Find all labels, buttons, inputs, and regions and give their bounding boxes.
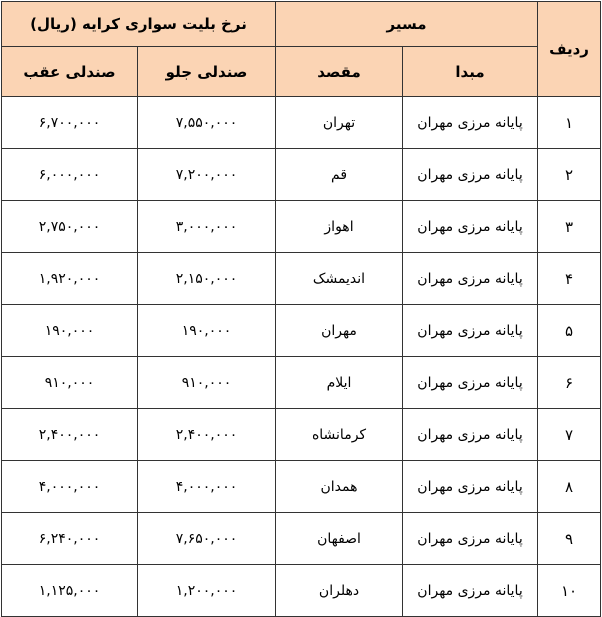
back-seat-fare-cell: ۶,۰۰۰,۰۰۰ [2,149,138,201]
front-seat-fare-cell: ۴,۰۰۰,۰۰۰ [138,461,276,513]
front-seat-fare-cell: ۲,۴۰۰,۰۰۰ [138,409,276,461]
destination-cell: همدان [276,461,403,513]
origin-cell: پایانه مرزی مهران [403,149,538,201]
row-number-cell: ۹ [538,513,601,565]
table-row [2,305,601,357]
table-row [2,513,601,565]
destination-header: مقصد [276,47,403,97]
origin-header: مبدا [403,47,538,97]
table-row [2,97,601,149]
row-number-cell: ۲ [538,149,601,201]
front-seat-fare-cell: ۲,۱۵۰,۰۰۰ [138,253,276,305]
table-header [2,2,601,97]
origin-cell: پایانه مرزی مهران [403,461,538,513]
table-row [2,357,601,409]
row-number-cell: ۱۰ [538,565,601,617]
back-seat-fare-cell: ۹۱۰,۰۰۰ [2,357,138,409]
back-seat-fare-cell: ۶,۲۴۰,۰۰۰ [2,513,138,565]
back-seat-fare-cell: ۱,۹۲۰,۰۰۰ [2,253,138,305]
row-number-cell: ۵ [538,305,601,357]
origin-cell: پایانه مرزی مهران [403,565,538,617]
back-seat-fare-cell: ۲,۴۰۰,۰۰۰ [2,409,138,461]
back-seat-fare-cell: ۲,۷۵۰,۰۰۰ [2,201,138,253]
origin-cell: پایانه مرزی مهران [403,305,538,357]
destination-cell: قم [276,149,403,201]
destination-cell: مهران [276,305,403,357]
header-row-bottom [2,47,601,97]
table-row [2,253,601,305]
row-number-header: ردیف [538,2,601,97]
fare-group-header: نرخ بلیت سواری کرایه (ریال) [2,2,276,47]
destination-cell: اهواز [276,201,403,253]
back-seat-fare-cell: ۴,۰۰۰,۰۰۰ [2,461,138,513]
table-row [2,565,601,617]
destination-cell: اندیمشک [276,253,403,305]
destination-cell: کرمانشاه [276,409,403,461]
origin-cell: پایانه مرزی مهران [403,357,538,409]
table-row [2,409,601,461]
front-seat-fare-cell: ۷,۲۰۰,۰۰۰ [138,149,276,201]
front-seat-fare-cell: ۹۱۰,۰۰۰ [138,357,276,409]
row-number-cell: ۴ [538,253,601,305]
destination-cell: تهران [276,97,403,149]
row-number-cell: ۶ [538,357,601,409]
front-seat-fare-cell: ۱۹۰,۰۰۰ [138,305,276,357]
origin-cell: پایانه مرزی مهران [403,201,538,253]
row-number-cell: ۷ [538,409,601,461]
front-seat-header: صندلی جلو [138,47,276,97]
front-seat-fare-cell: ۷,۵۵۰,۰۰۰ [138,97,276,149]
back-seat-fare-cell: ۱,۱۲۵,۰۰۰ [2,565,138,617]
back-seat-header: صندلی عقب [2,47,138,97]
destination-cell: اصفهان [276,513,403,565]
row-number-cell: ۱ [538,97,601,149]
origin-cell: پایانه مرزی مهران [403,513,538,565]
origin-cell: پایانه مرزی مهران [403,97,538,149]
destination-cell: ایلام [276,357,403,409]
back-seat-fare-cell: ۱۹۰,۰۰۰ [2,305,138,357]
front-seat-fare-cell: ۱,۲۰۰,۰۰۰ [138,565,276,617]
header-row-top [2,2,601,47]
front-seat-fare-cell: ۷,۶۵۰,۰۰۰ [138,513,276,565]
back-seat-fare-cell: ۶,۷۰۰,۰۰۰ [2,97,138,149]
fare-table [1,1,601,617]
table-body [2,97,601,617]
row-number-cell: ۸ [538,461,601,513]
table-row [2,149,601,201]
row-number-cell: ۳ [538,201,601,253]
origin-cell: پایانه مرزی مهران [403,253,538,305]
front-seat-fare-cell: ۳,۰۰۰,۰۰۰ [138,201,276,253]
table-row [2,201,601,253]
route-header: مسیر [276,2,538,47]
destination-cell: دهلران [276,565,403,617]
origin-cell: پایانه مرزی مهران [403,409,538,461]
table-row [2,461,601,513]
